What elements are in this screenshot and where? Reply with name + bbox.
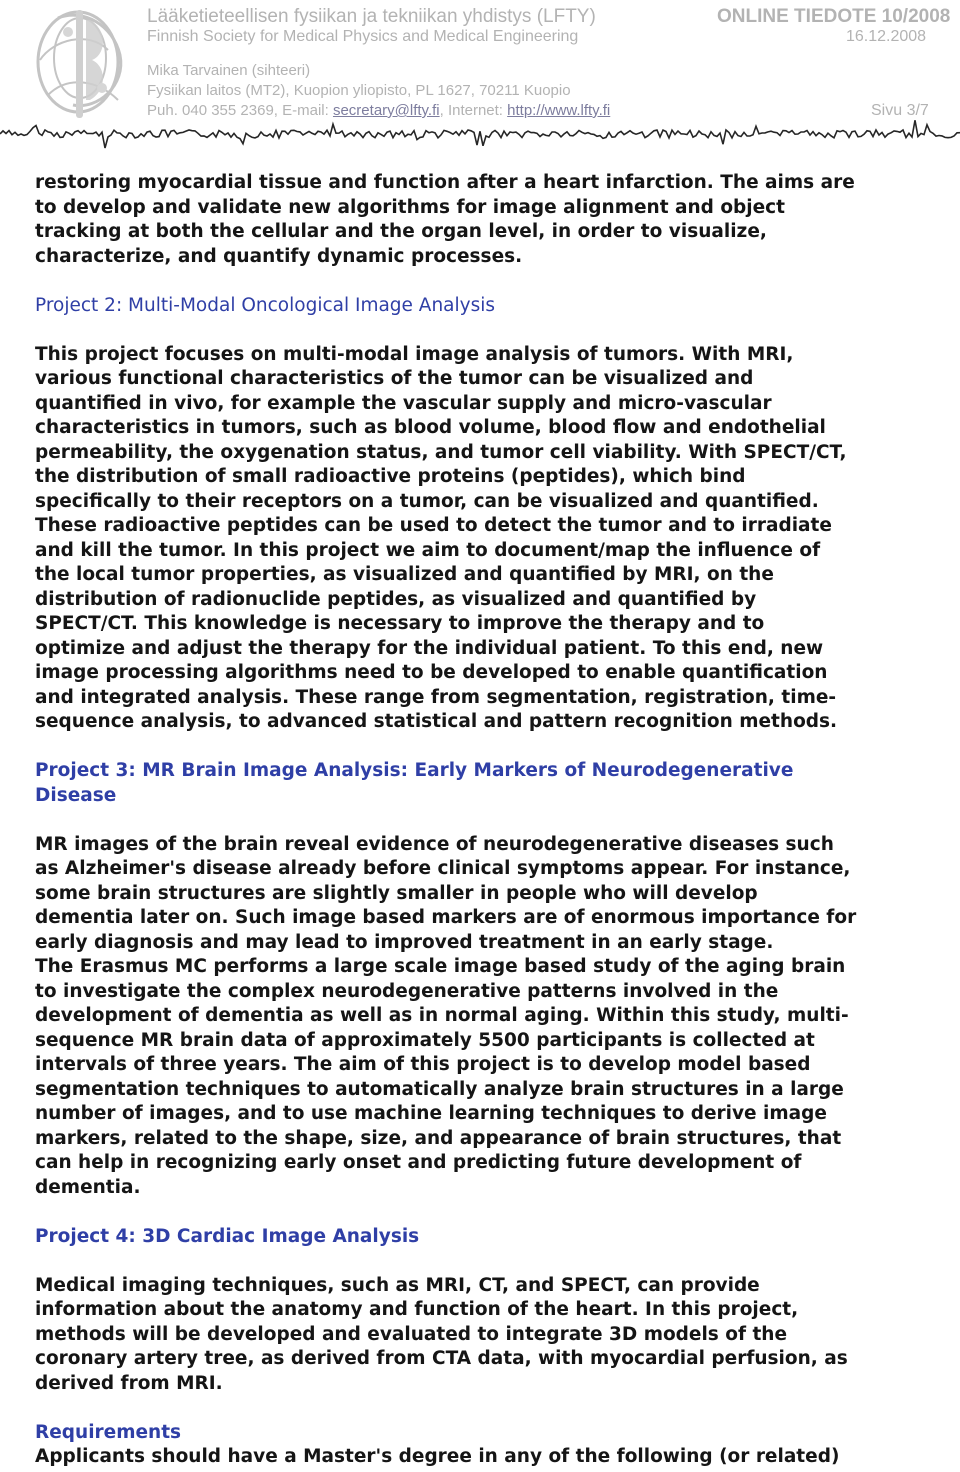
project-3-heading (35, 759, 935, 808)
bulletin-label: ONLINE TIEDOTE 10/2008 (717, 6, 951, 27)
text-line: can help in recognizing early onset and predicting future development of (35, 1152, 802, 1173)
requirements-paragraph (35, 1445, 935, 1470)
text-line: number of images, and to use machine learning techniques to derive image (35, 1103, 827, 1124)
text-line: the local tumor properties, as visualized and quantified by MRI, on the (35, 564, 774, 585)
text-line: to investigate the complex neurodegenerative patterns involved in the (35, 980, 779, 1002)
org-name-finnish: Lääketieteellisen fysiikan ja tekniikan yhdistys (LFTY) (147, 6, 596, 27)
website-link-part2: lfty.fi (580, 102, 611, 119)
text-line: to develop and validate new algorithms for image alignment and object (35, 196, 785, 218)
text-line: dementia. (35, 1176, 141, 1198)
text-line: distribution of radionuclide peptides, as visualized and quantified by (35, 588, 757, 610)
text-line: tracking at both the cellular and the organ level, in order to visualize, (35, 221, 767, 242)
contact-line (147, 102, 610, 119)
text-line: development of dementia as well as in normal aging. Within this study, multi- (35, 1005, 849, 1026)
text-line: information about the anatomy and function of the heart. In this project, (35, 1299, 799, 1320)
text-line: The Erasmus MC performs a large scale image based study of the aging brain (35, 956, 846, 977)
website-link[interactable] (507, 102, 610, 119)
bulletin-date: 16.12.2008 (846, 28, 927, 45)
text-line: the distribution of small radioactive proteins (peptides), which bind (35, 466, 746, 487)
heading-line: Disease (35, 784, 117, 806)
internet-label: , Internet: (439, 102, 508, 119)
letterhead (0, 0, 960, 160)
project-3-paragraph (35, 833, 935, 1201)
text-line: derived from MRI. (35, 1372, 223, 1394)
text-line: segmentation techniques to automatically analyze brain structures in a large (35, 1078, 844, 1100)
text-line: These radioactive peptides can be used to detect the tumor and to irradiate (35, 515, 832, 536)
text-line: and integrated analysis. These range from segmentation, registration, time- (35, 686, 837, 708)
contact-address: Fysiikan laitos (MT2), Kuopion yliopisto, PL 1627, 70211 Kuopio (147, 82, 571, 99)
text-line: and kill the tumor. In this project we aim to document/map the influence of (35, 539, 821, 561)
text-line: coronary artery tree, as derived from CTA data, with myocardial perfusion, as (35, 1348, 848, 1369)
website-link-part1: http://www. (507, 102, 581, 119)
ecg-waveform-icon (0, 118, 960, 160)
org-name-english: Finnish Society for Medical Physics and Medical Engineering (147, 28, 579, 45)
text-line: early diagnosis and may lead to improved treatment in an early stage. (35, 931, 774, 953)
text-line: Medical imaging techniques, such as MRI, CT, and SPECT, can provide (35, 1274, 760, 1296)
text-line: as Alzheimer's disease already before clinical symptoms appear. For instance, (35, 858, 851, 879)
page-number: Sivu 3/7 (871, 102, 929, 119)
project-2-heading: Project 2: Multi-Modal Oncological Image Analysis (35, 294, 496, 316)
text-line: various functional characteristics of the tumor can be visualized and (35, 368, 754, 389)
text-line: characteristics in tumors, such as blood volume, blood flow and endothelial (35, 417, 826, 438)
document-body (35, 171, 935, 1470)
text-line: specifically to their receptors on a tumor, can be visualized and quantified. (35, 490, 819, 512)
text-line: methods will be developed and evaluated to integrate 3D models of the (35, 1323, 788, 1345)
text-line: sequence analysis, to advanced statistical and pattern recognition methods. (35, 711, 838, 732)
requirements-heading: Requirements (35, 1421, 182, 1443)
text-line: characterize, and quantify dynamic processes. (35, 245, 523, 267)
intro-paragraph (35, 171, 935, 269)
project-4-heading: Project 4: 3D Cardiac Image Analysis (35, 1225, 420, 1247)
project-4-paragraph (35, 1274, 935, 1397)
text-line: quantified in vivo, for example the vascular supply and micro-vascular (35, 392, 772, 414)
text-line: optimize and adjust the therapy for the individual patient. To this end, new (35, 637, 824, 659)
project-2-paragraph (35, 343, 935, 735)
society-logo-icon (28, 0, 146, 128)
text-line: MR images of the brain reveal evidence of neurodegenerative diseases such (35, 833, 834, 855)
text-line: This project focuses on multi-modal image analysis of tumors. With MRI, (35, 343, 794, 365)
text-line: dementia later on. Such image based markers are of enormous importance for (35, 907, 857, 928)
contact-name: Mika Tarvainen (sihteeri) (147, 62, 311, 79)
email-link[interactable]: secretary@lfty.fi (332, 102, 440, 119)
text-line: Applicants should have a Master's degree in any of the following (or related) (35, 1446, 840, 1467)
phone-text: Puh. 040 355 2369, E-mail: (147, 102, 333, 119)
text-line: markers, related to the shape, size, and appearance of brain structures, that (35, 1127, 842, 1149)
heading-line: Project 3: MR Brain Image Analysis: Early Markers of Neurodegenerative (35, 760, 794, 781)
text-line: permeability, the oxygenation status, and tumor cell viability. With SPECT/CT, (35, 441, 847, 463)
text-line: SPECT/CT. This knowledge is necessary to improve the therapy and to (35, 613, 765, 634)
text-line: sequence MR brain data of approximately 5500 participants is collected at (35, 1029, 815, 1051)
text-line: intervals of three years. The aim of this project is to develop model based (35, 1054, 811, 1075)
text-line: some brain structures are slightly smaller in people who will develop (35, 882, 758, 904)
text-line: image processing algorithms need to be developed to enable quantification (35, 662, 828, 683)
text-line: restoring myocardial tissue and function after a heart infarction. The aims are (35, 172, 855, 193)
